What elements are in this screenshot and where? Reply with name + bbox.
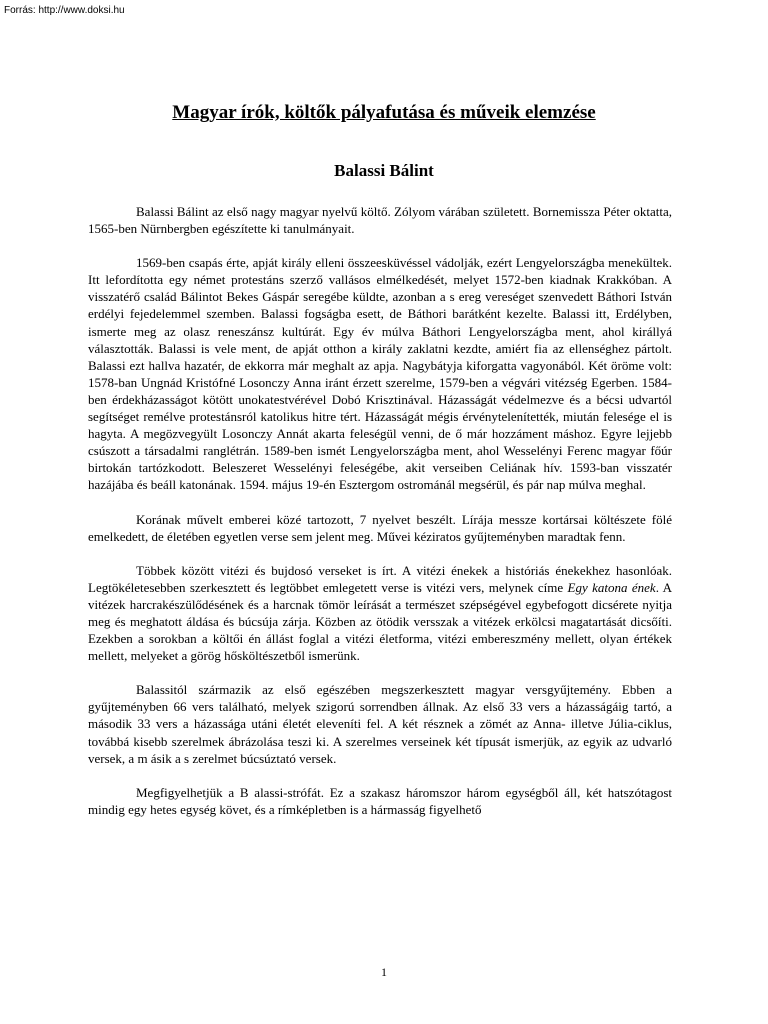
document-main-title: Magyar írók, költők pályafutása és műveik elemzése	[172, 102, 596, 123]
paragraph-culture: Korának művelt emberei közé tartozott, 7 nyelvet beszélt. Lírája messze kortársai költészete fölé emelkedett, de életében egyetlen verse sem jelent meg. Művei kéziratos gyűjteményben maradtak fenn.	[88, 511, 672, 544]
paragraph-vitezi-versek	[88, 562, 672, 665]
paragraph-vitezi-text-before: Többek között vitézi és bujdosó verseket is írt. A vitézi énekek a históriás énekekhez hasonlóak. Legtökéletesebben szerkesztett és legtöbbet emlegetett verse is vitézi vers, melynek címe	[88, 562, 672, 595]
paragraph-biography: 1569-ben csapás érte, apját király elleni összeesküvéssel vádolják, ezért Lengyelországba menekültek. Itt lefordította egy német protestáns szerző vallásos elmélkedését, melyet 1572-ben kiadnak Krakkóban. A visszatérő család Bálintot Bekes Gáspár seregébe küldte, azonban a s ereg vereséget szenvedett Báthori István erdélyi fejedelemmel szemben. Balassi fogságba esett, de Báthori barátként kezelte. Balassi itt, Erdélyben, ismerte meg az olasz reneszánsz kultúrát. Egy év múlva Báthori Lengyelországba ment, ahol királlyá választották. Balassi is vele ment, de apját otthon a király zaklatni kezdte, amiért fia az ellenséghez pártolt. Balassi ezt hallva hazatér, de ekkorra már meghalt az apja. Nagybátyja kiforgatta vagyonából. Két öröme volt: 1578-ban Ungnád Kristófné Losonczy Anna iránt érzett szerelme, 1579-ben a végvári vitézség Egerben. 1584-ben érdekházasságot kötött unokatestvérével Dobó Krisztinával. Házasságát védelmezve és a bécsi udvartól segítséget remélve protestánsról katolikus hitre tért. Házasságát mégis érvénytelenítették, miután felesége el is hagyta. A megözvegyült Losonczy Annát akarta feleségül venni, de ő már hozzáment máshoz. Egyre lejjebb csúszott a társadalmi ranglétrán. 1589-ben ismét Lengyelországba ment, ahol Wesselényi Ferenc magyar főúr birtokán tartózkodott. Beleszeret Wesselényi feleségébe, akit verseiben Celiának hív. 1593-ban visszatér hazájába és beáll katonának. 1594. május 19-én Esztergom ostrománál megsérül, és pár nap múlva meghal.	[88, 255, 672, 493]
page-number: 1	[381, 965, 387, 979]
paragraph-intro: Balassi Bálint az első nagy magyar nyelvű költő. Zólyom várában született. Bornemissza Péter oktatta, 1565-ben Nürnbergben egészítette ki tanulmányait.	[88, 204, 672, 237]
paragraph-vitezi-text-after: . A vitézek harcrakészülődésének és a harcnak tömör leírását a természet szépségével egybefogott dicsérete nyitja meg és meghatott áldása és búcsúja zárja. Közben az ötödik versszak a vitézek erkölcsi magatartását dicsőíti. Ezekben a sorokban a költői én állást foglal a vitézi életforma, vitézi embereszmény mellett, olyan értékek mellett, melyeket a görög hősköltészetből ismerünk.	[88, 579, 673, 664]
paragraph-balassi-strofa: Megfigyelhetjük a B alassi-strófát. Ez a szakasz háromszor három egységből áll, két hatszótagost mindig egy hetes egység követ, és a rímképletben is a hármasság figyelhető	[88, 784, 672, 817]
document-body	[88, 203, 672, 835]
paragraph-versgyujtemeny: Balassitól származik az első egészében megszerkesztett magyar versgyűjtemény. Ebben a gyűjteményben 66 vers található, melyek szigorú sorrendben állnak. Az első 33 vers a házasságáig tartó, a második 33 vers a házassága utáni életét eleveníti fel. A két résznek a zömét az Anna- illetve Júlia-ciklus, továbbá kisebb szerelmek ábrázolása teszi ki. A szerelmes verseinek két típusát ismerjük, az egyik az udvarló versek, a m ásik a s zerelmet búcsúztató versek.	[88, 682, 672, 766]
source-line: Forrás: http://www.doksi.hu	[4, 5, 125, 16]
poem-title: Egy katona ének	[567, 579, 656, 595]
author-heading: Balassi Bálint	[334, 161, 434, 180]
